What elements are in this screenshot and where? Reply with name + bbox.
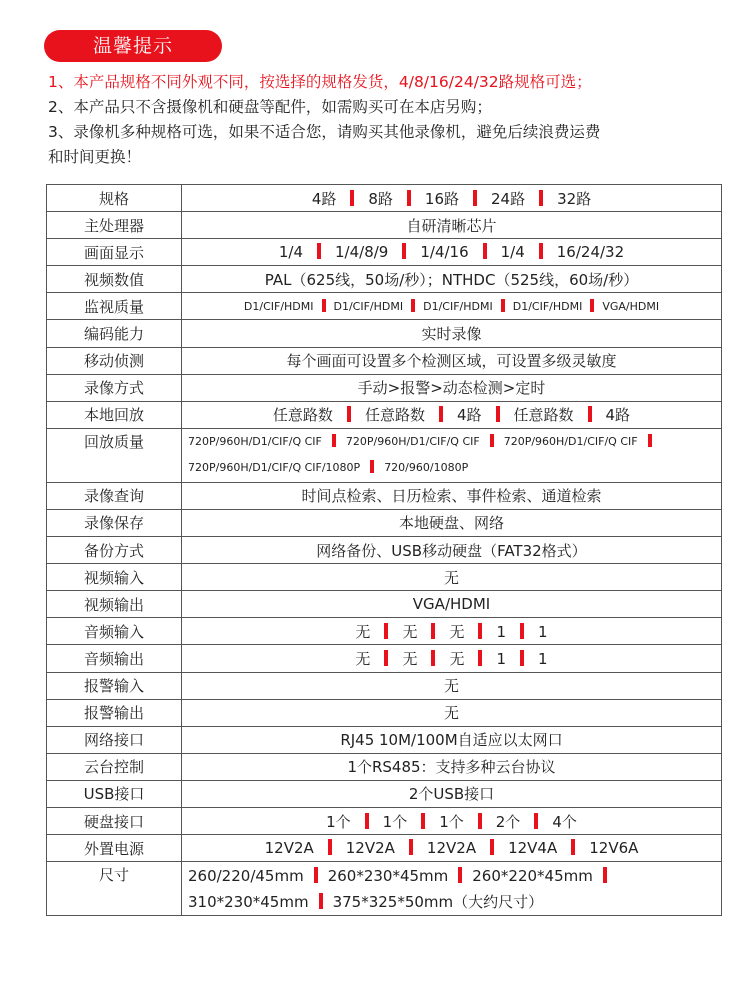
separator-bar [384, 623, 388, 639]
spec-value: 1 [496, 622, 507, 641]
separator-bar [490, 434, 494, 447]
spec-value: 无 [402, 622, 418, 641]
spec-value: VGA/HDMI [412, 595, 491, 614]
spec-value: 32路 [557, 189, 592, 208]
spec-value: 4路 [605, 406, 631, 425]
spec-value: 1 [538, 622, 548, 641]
spec-value: 12V2A [426, 839, 477, 858]
spec-row-label: 音频输出 [47, 645, 182, 672]
spec-row-values [182, 835, 722, 862]
spec-value: 720P/960H/D1/CIF/Q CIF [345, 435, 480, 449]
spec-value: 无 [449, 649, 465, 668]
spec-row [47, 293, 722, 320]
spec-value: 12V2A [345, 839, 395, 858]
spec-value: 无 [443, 677, 459, 696]
spec-value: 16/24/32 [556, 243, 625, 262]
spec-value: 24路 [491, 189, 526, 208]
spec-value: 手动>报警>动态检测>定时 [357, 379, 546, 398]
spec-value: D1/CIF/HDMI [423, 300, 493, 314]
spec-row-label: 视频数值 [47, 266, 182, 293]
spec-row [47, 482, 722, 509]
spec-row-values [182, 645, 722, 672]
spec-row-values [182, 320, 722, 347]
separator-bar [407, 190, 411, 206]
separator-bar [314, 867, 318, 883]
spec-row-values [182, 564, 722, 591]
spec-value: PAL（625线，50场/秒）；NTHDC（525线，60场/秒） [264, 270, 639, 289]
spec-value: D1/CIF/HDMI [243, 300, 314, 314]
separator-bar [534, 813, 538, 829]
spec-value: 1个RS485：支持多种云台协议 [347, 758, 556, 777]
separator-bar [458, 867, 462, 883]
spec-value: 1个 [439, 812, 464, 831]
spec-row-label: 视频输出 [47, 591, 182, 618]
spec-value: 1/4 [278, 243, 303, 262]
separator-bar [439, 406, 443, 422]
spec-row-label: 编码能力 [47, 320, 182, 347]
separator-bar [409, 839, 413, 855]
spec-row-values [182, 374, 722, 401]
spec-row-values [182, 726, 722, 753]
spec-value: 无 [443, 568, 459, 587]
spec-row-label: 视频输入 [47, 564, 182, 591]
spec-value: 1/4 [500, 243, 525, 262]
spec-row [47, 726, 722, 753]
spec-value: 8路 [368, 189, 393, 208]
spec-row-values [182, 185, 722, 212]
spec-value: 2个USB接口 [408, 785, 495, 804]
separator-bar [421, 813, 425, 829]
spec-value: 1/4/8/9 [335, 243, 389, 262]
spec-value: 310*230*45mm [188, 892, 309, 911]
note-line-1: 1、本产品规格不同外观不同，按选择的规格发货，4/8/16/24/32路规格可选； [48, 73, 592, 91]
spec-row-values [182, 239, 722, 266]
spec-row [47, 591, 722, 618]
spec-row-label: USB接口 [47, 780, 182, 807]
spec-row [47, 645, 722, 672]
spec-row [47, 618, 722, 645]
spec-row-values [182, 780, 722, 807]
spec-row-label: 规格 [47, 185, 182, 212]
spec-row-values [182, 428, 722, 482]
spec-row-values [182, 509, 722, 536]
spec-value: 260/220/45mm [188, 866, 304, 885]
spec-row [47, 239, 722, 266]
separator-bar [431, 650, 435, 666]
spec-value: 任意路数 [364, 406, 425, 425]
spec-value: 375*325*50mm（大约尺寸） [332, 892, 544, 911]
separator-bar [648, 434, 652, 447]
spec-value: 720P/960H/D1/CIF/Q CIF/1080P [188, 461, 361, 475]
spec-value: 720P/960H/D1/CIF/Q CIF [188, 435, 322, 449]
spec-row-label: 报警输出 [47, 699, 182, 726]
separator-bar [590, 299, 594, 312]
spec-row-values [182, 401, 722, 428]
separator-bar [384, 650, 388, 666]
separator-bar [501, 299, 505, 312]
separator-bar [483, 243, 487, 259]
spec-row [47, 699, 722, 726]
spec-row-values [182, 347, 722, 374]
spec-value: 无 [355, 649, 371, 668]
spec-value: 无 [402, 649, 418, 668]
separator-bar [496, 406, 500, 422]
notice-banner: 温馨提示 [44, 30, 222, 62]
spec-row-values [182, 807, 722, 834]
spec-value: 任意路数 [272, 406, 333, 425]
spec-row [47, 509, 722, 536]
spec-row-values [182, 266, 722, 293]
spec-row-values [182, 591, 722, 618]
separator-bar [347, 406, 351, 422]
spec-value: 12V6A [589, 839, 639, 858]
spec-row-label: 尺寸 [47, 862, 182, 916]
spec-row-values [182, 862, 722, 916]
spec-row [47, 753, 722, 780]
spec-row-values [182, 212, 722, 239]
spec-value: 4路 [456, 406, 482, 425]
spec-value: 260*230*45mm [327, 866, 449, 885]
spec-row [47, 564, 722, 591]
spec-row [47, 537, 722, 564]
note-line-3: 3、录像机多种规格可选，如果不适合您，请购买其他录像机，避免后续浪费运费 [48, 123, 601, 141]
separator-bar [571, 839, 575, 855]
separator-bar [402, 243, 406, 259]
spec-value: 1/4/16 [420, 243, 469, 262]
spec-value: 任意路数 [513, 406, 574, 425]
spec-value: 12V2A [264, 839, 314, 858]
spec-row-label: 外置电源 [47, 835, 182, 862]
spec-row [47, 672, 722, 699]
separator-bar [478, 813, 482, 829]
spec-value: 1个 [382, 812, 408, 831]
separator-bar [588, 406, 592, 422]
spec-row-values [182, 618, 722, 645]
spec-row-values [182, 293, 722, 320]
separator-bar [431, 623, 435, 639]
separator-bar [332, 434, 336, 447]
spec-value: 2个 [495, 812, 521, 831]
spec-value: 12V4A [508, 839, 558, 858]
spec-value: 1个 [326, 812, 351, 831]
spec-row-label: 录像方式 [47, 374, 182, 401]
separator-bar [473, 190, 477, 206]
spec-value: 1 [538, 649, 548, 668]
spec-value: 实时录像 [421, 325, 482, 344]
separator-bar [520, 650, 524, 666]
spec-value: 260*220*45mm [472, 866, 593, 885]
spec-value: 自研清晰芯片 [406, 216, 497, 235]
separator-bar [539, 243, 543, 259]
spec-row-label: 回放质量 [47, 428, 182, 482]
spec-value: 无 [355, 622, 371, 641]
spec-value: 4个 [552, 812, 577, 831]
spec-value: 4路 [311, 189, 337, 208]
separator-bar [478, 623, 482, 639]
separator-bar [370, 460, 374, 473]
spec-row-label: 云台控制 [47, 753, 182, 780]
spec-value: 网络备份、USB移动硬盘（FAT32格式） [316, 541, 587, 560]
spec-value: 720/960/1080P [384, 461, 469, 475]
spec-row [47, 347, 722, 374]
note-line-4: 和时间更换！ [48, 148, 142, 166]
spec-row-label: 移动侦测 [47, 347, 182, 374]
spec-table [46, 184, 722, 916]
note-line-2: 2、本产品只不含摄像机和硬盘等配件，如需购买可在本店另购； [48, 98, 492, 116]
spec-row-values [182, 537, 722, 564]
spec-row [47, 266, 722, 293]
spec-value: 本地硬盘、网络 [398, 514, 504, 533]
spec-row [47, 185, 722, 212]
spec-row [47, 780, 722, 807]
spec-row-values [182, 753, 722, 780]
spec-value: 720P/960H/D1/CIF/Q CIF [503, 435, 638, 449]
spec-row-label: 录像查询 [47, 482, 182, 509]
notes-section [48, 70, 738, 170]
separator-bar [317, 243, 321, 259]
spec-value: D1/CIF/HDMI [333, 300, 404, 314]
spec-table-body [47, 185, 722, 916]
spec-value: 无 [443, 704, 459, 723]
separator-bar [520, 623, 524, 639]
separator-bar [411, 299, 415, 312]
spec-value: RJ45 10M/100M自适应以太网口 [340, 731, 563, 750]
spec-row [47, 428, 722, 482]
spec-row-label: 监视质量 [47, 293, 182, 320]
separator-bar [328, 839, 332, 855]
spec-row [47, 835, 722, 862]
separator-bar [603, 867, 607, 883]
spec-value: VGA/HDMI [602, 300, 660, 314]
spec-row-label: 网络接口 [47, 726, 182, 753]
spec-row-label: 备份方式 [47, 537, 182, 564]
spec-value: D1/CIF/HDMI [512, 300, 583, 314]
separator-bar [490, 839, 494, 855]
spec-row-label: 主处理器 [47, 212, 182, 239]
spec-row-values [182, 699, 722, 726]
separator-bar [322, 299, 326, 312]
spec-value: 16路 [424, 189, 459, 208]
spec-row-label: 本地回放 [47, 401, 182, 428]
spec-row [47, 374, 722, 401]
separator-bar [478, 650, 482, 666]
spec-value: 时间点检索、日历检索、事件检索、通道检索 [301, 487, 602, 506]
spec-row-label: 硬盘接口 [47, 807, 182, 834]
spec-value: 无 [449, 622, 465, 641]
spec-row [47, 212, 722, 239]
spec-row [47, 401, 722, 428]
spec-row-label: 报警输入 [47, 672, 182, 699]
separator-bar [365, 813, 369, 829]
spec-row [47, 807, 722, 834]
spec-value: 1 [496, 649, 507, 668]
spec-row [47, 320, 722, 347]
spec-row-label: 画面显示 [47, 239, 182, 266]
spec-row-values [182, 482, 722, 509]
separator-bar [350, 190, 354, 206]
spec-row [47, 862, 722, 916]
spec-row-label: 音频输入 [47, 618, 182, 645]
spec-value: 每个画面可设置多个检测区域，可设置多级灵敏度 [286, 352, 617, 371]
separator-bar [319, 893, 323, 909]
spec-row-values [182, 672, 722, 699]
spec-row-label: 录像保存 [47, 509, 182, 536]
separator-bar [539, 190, 543, 206]
